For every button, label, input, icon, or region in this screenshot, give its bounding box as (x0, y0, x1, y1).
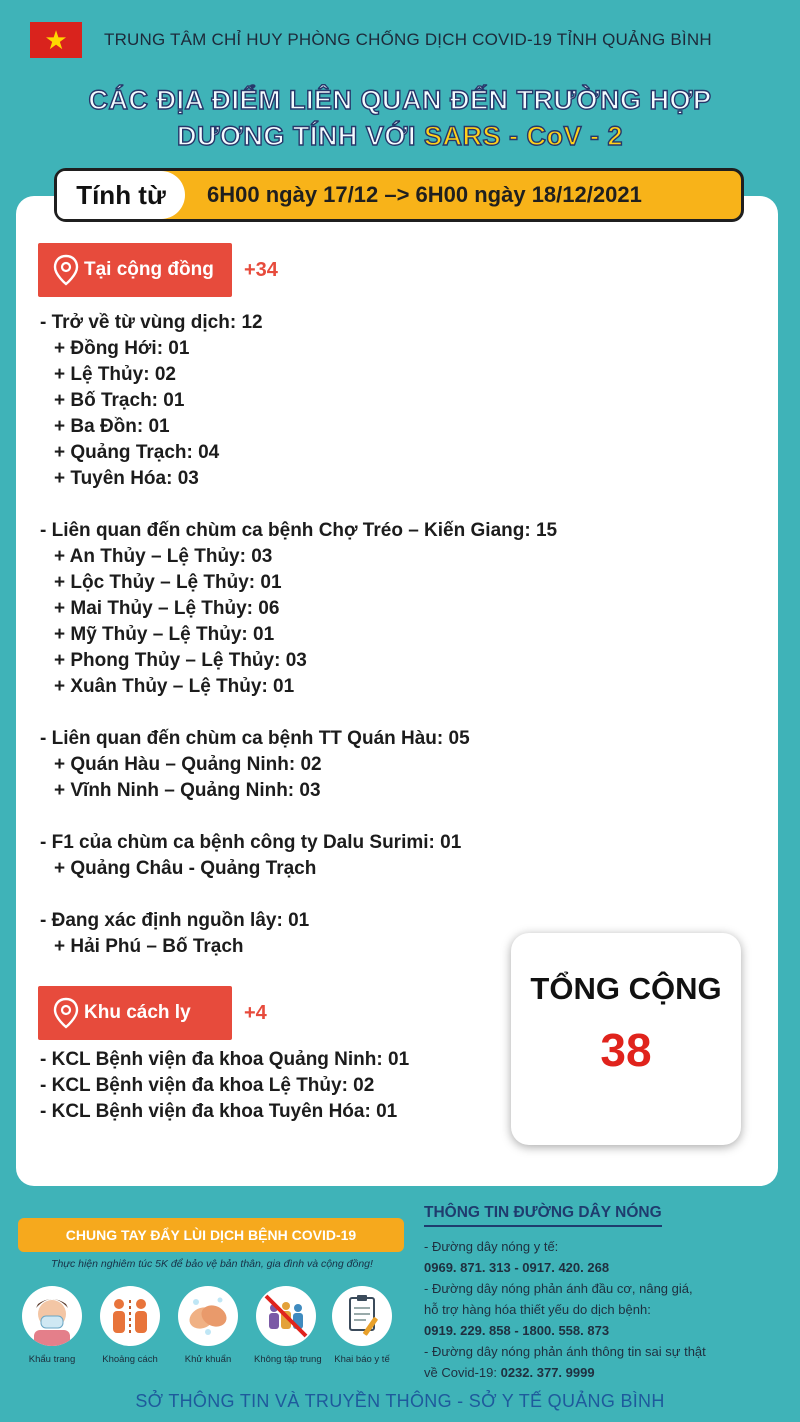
list-item: + Quán Hàu – Quảng Ninh: 02 (54, 754, 322, 775)
list-item: + Xuân Thủy – Lệ Thủy: 01 (54, 676, 295, 697)
campaign-item-label: Không tập trung (254, 1354, 322, 1365)
campaign-item-label: Khẩu trang (28, 1354, 76, 1365)
community-list (40, 310, 557, 960)
total-value: 38 (600, 1024, 652, 1076)
hotline-misinfo-line (424, 1362, 784, 1383)
community-tag-label: Tại cộng đồng (84, 259, 214, 280)
group-heading: - Đang xác định nguồn lây: 01 (40, 910, 310, 931)
quarantine-count: +4 (244, 1002, 267, 1024)
face-mask-icon (22, 1286, 82, 1346)
vietnam-flag-icon: ★ (30, 22, 82, 58)
title-prefix: DƯƠNG TÍNH VỚI (176, 121, 416, 151)
group-heading: - Liên quan đến chùm ca bệnh TT Quán Hàu: 05 (40, 728, 470, 749)
list-item: - KCL Bệnh viện đa khoa Tuyên Hóa: 01 (40, 1101, 398, 1122)
campaign-item-label: Khai báo y tế (334, 1354, 390, 1365)
no-gathering-icon (256, 1286, 316, 1346)
time-range-bar (54, 168, 744, 222)
hotline-misinfo-label-1: - Đường dây nóng phản ánh thông tin sai sự thật (424, 1344, 706, 1359)
campaign-item (330, 1286, 394, 1365)
list-item: + Lệ Thủy: 02 (54, 364, 176, 385)
list-item: - KCL Bệnh viện đa khoa Lệ Thủy: 02 (40, 1075, 375, 1096)
group-heading: - F1 của chùm ca bệnh công ty Dalu Surimi: 01 (40, 832, 462, 853)
list-item: + Đồng Hới: 01 (54, 338, 190, 359)
campaign-item (98, 1286, 162, 1365)
quarantine-list (40, 1047, 409, 1125)
hotline-price-label-1: - Đường dây nóng phản ánh đầu cơ, nâng giá, (424, 1281, 693, 1296)
list-item: + Tuyên Hóa: 03 (54, 468, 199, 489)
quarantine-tag-label: Khu cách ly (84, 1002, 191, 1023)
campaign-item-label: Khoảng cách (102, 1354, 158, 1365)
group-heading: - Trở về từ vùng dịch: 12 (40, 312, 263, 333)
hotline-list (424, 1236, 784, 1383)
distancing-icon (100, 1286, 160, 1346)
list-item: + Ba Đồn: 01 (54, 416, 170, 437)
list-item: + Bố Trạch: 01 (54, 390, 185, 411)
campaign-subtitle: Thực hiện nghiêm túc 5K để bảo vệ bản thân, gia đình và cộng đồng! (51, 1258, 373, 1270)
health-declaration-icon (332, 1286, 392, 1346)
page-title (0, 82, 800, 154)
list-item: + Lộc Thủy – Lệ Thủy: 01 (54, 572, 282, 593)
list-item: - KCL Bệnh viện đa khoa Quảng Ninh: 01 (40, 1049, 410, 1070)
community-count: +34 (244, 259, 278, 281)
title-highlight: SARS - CoV - 2 (423, 121, 623, 151)
hotline-price-numbers: 0919. 229. 858 - 1800. 558. 873 (424, 1323, 610, 1338)
list-item: + Mai Thủy – Lệ Thủy: 06 (54, 598, 280, 619)
hotline-medical-label: - Đường dây nóng y tế: (424, 1239, 559, 1254)
hotline-misinfo-label-2: về Covid-19: (424, 1365, 501, 1380)
title-line-2 (0, 118, 800, 154)
time-range-value: 6H00 ngày 17/12 –> 6H00 ngày 18/12/2021 (207, 182, 642, 207)
time-range-label: Tính từ (57, 171, 185, 219)
list-item: + Quảng Trạch: 04 (54, 442, 220, 463)
campaign-banner: CHUNG TAY ĐẨY LÙI DỊCH BỆNH COVID-19 (18, 1218, 404, 1252)
title-line-1: CÁC ĐỊA ĐIỂM LIÊN QUAN ĐẾN TRƯỜNG HỢP (88, 85, 712, 115)
list-item: + Quảng Châu - Quảng Trạch (54, 858, 317, 879)
hotline-price-label-2: hỗ trợ hàng hóa thiết yếu do dịch bệnh: (424, 1302, 651, 1317)
quarantine-tag (38, 986, 232, 1040)
total-label: TỔNG CỘNG (530, 971, 722, 1006)
campaign-icons (20, 1286, 392, 1366)
community-tag (38, 243, 232, 297)
campaign-item (176, 1286, 240, 1365)
list-item: + Mỹ Thủy – Lệ Thủy: 01 (54, 624, 275, 645)
location-pin-icon (52, 997, 80, 1029)
hand-wash-icon (178, 1286, 238, 1346)
list-item: + Phong Thủy – Lệ Thủy: 03 (54, 650, 307, 671)
campaign-item-label: Khử khuẩn (184, 1354, 232, 1365)
hotline-misinfo-number: 0232. 377. 9999 (500, 1365, 595, 1380)
campaign-item (254, 1286, 322, 1365)
group-heading: - Liên quan đến chùm ca bệnh Chợ Tréo – Kiến Giang: 15 (40, 520, 558, 541)
campaign-item (20, 1286, 84, 1365)
list-item: + Vĩnh Ninh – Quảng Ninh: 03 (54, 780, 321, 801)
list-item: + Hải Phú – Bố Trạch (54, 936, 244, 957)
total-box (511, 933, 741, 1145)
hotline-medical-numbers: 0969. 871. 313 - 0917. 420. 268 (424, 1260, 610, 1275)
organization-name: TRUNG TÂM CHỈ HUY PHÒNG CHỐNG DỊCH COVID-19 TỈNH QUẢNG BÌNH (104, 30, 712, 49)
hotline-title: THÔNG TIN ĐƯỜNG DÂY NÓNG (424, 1204, 662, 1227)
location-pin-icon (52, 254, 80, 286)
list-item: + An Thủy – Lệ Thủy: 03 (54, 546, 273, 567)
footer-text: SỞ THÔNG TIN VÀ TRUYỀN THÔNG - SỞ Y TẾ QUẢNG BÌNH (135, 1391, 665, 1411)
